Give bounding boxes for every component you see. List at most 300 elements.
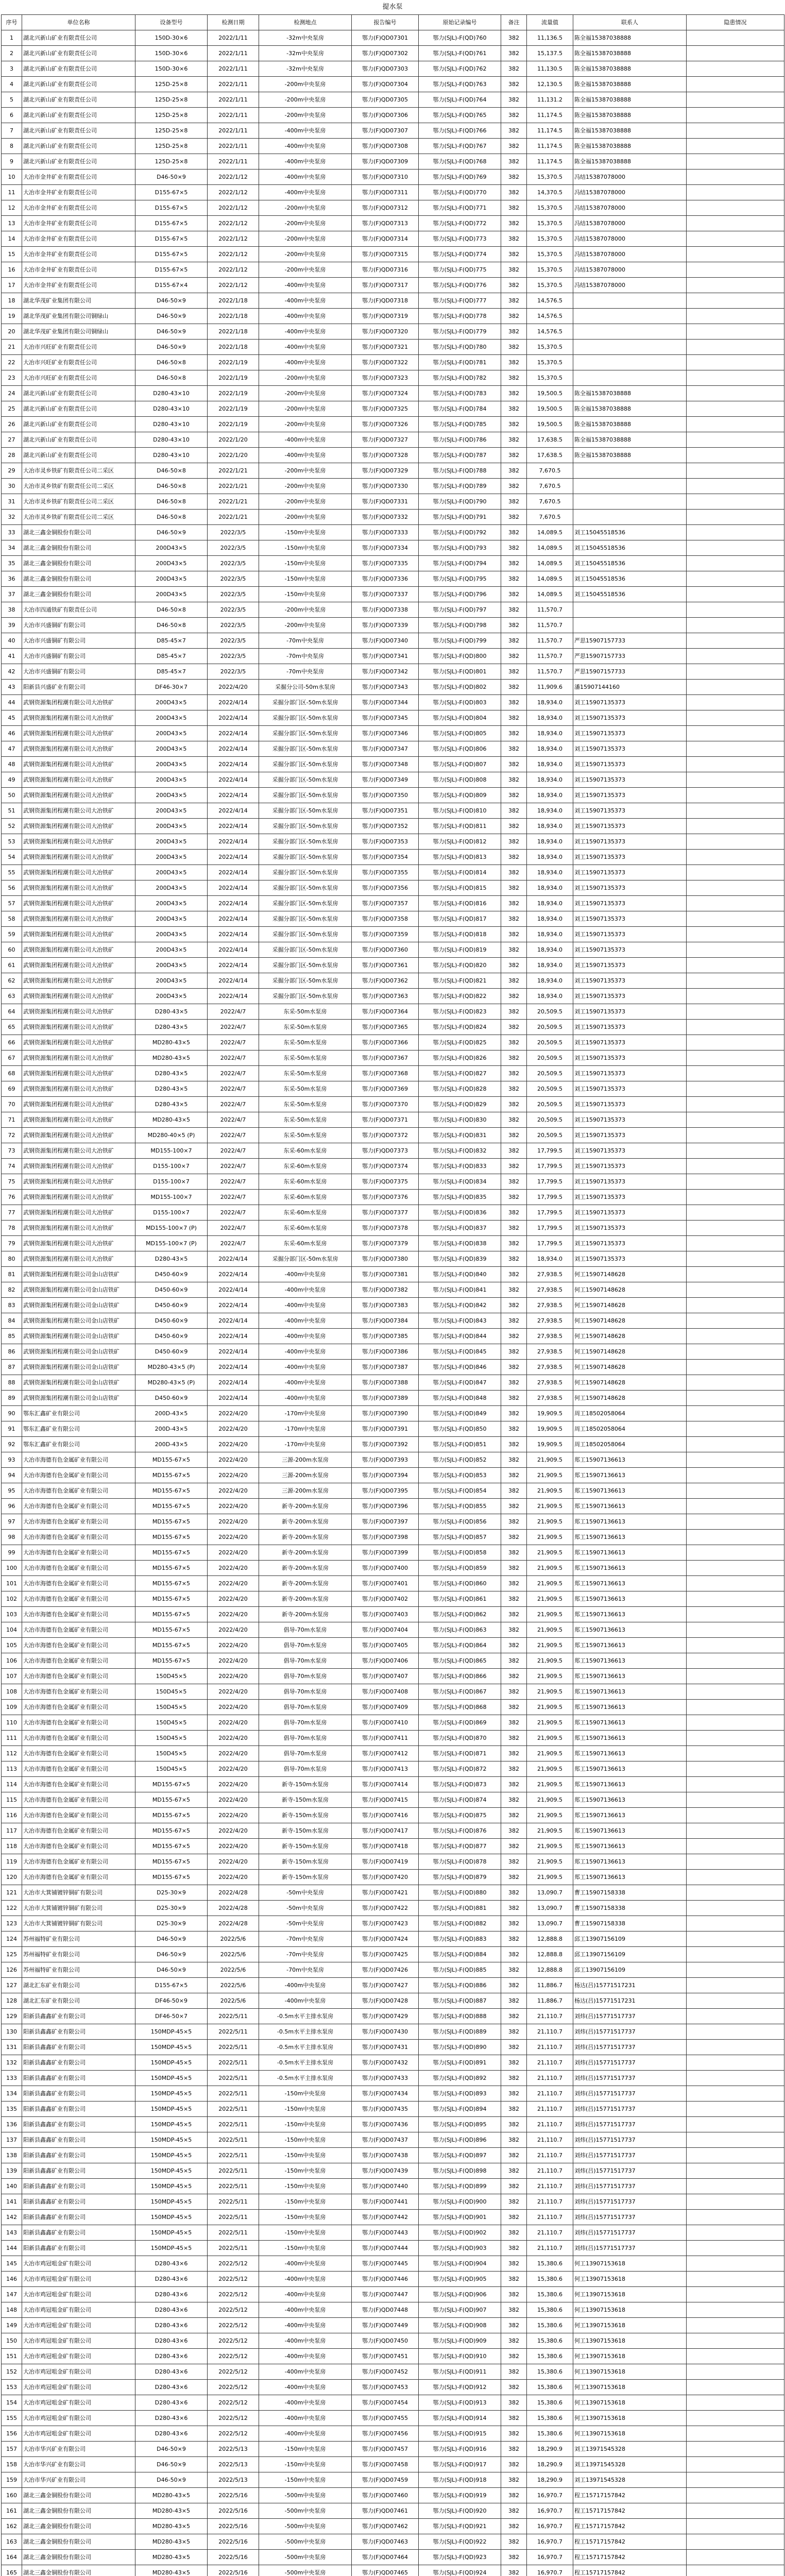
table-cell: 2022/5/12 [208,2426,259,2442]
table-cell: 154 [2,2395,22,2411]
table-cell: 382 [501,432,527,448]
table-cell: -400m中央泵房 [259,448,352,463]
table-row [2,1545,784,1561]
table-cell: 2022/4/14 [208,927,259,942]
table-cell: 382 [501,2040,527,2055]
table-cell: 鄂力(SJL)-F(QD)846 [419,1360,501,1375]
table-cell [687,695,784,710]
table-cell: 382 [501,2163,527,2179]
table-cell: 鄂力(SJL)-F(QD)844 [419,1329,501,1344]
table-cell: 105 [2,1638,22,1653]
table-cell [687,1870,784,1885]
table-row [2,1298,784,1313]
table-row [2,463,784,479]
table-cell: 鄂力(SJL)-F(QD)855 [419,1499,501,1514]
table-cell: -0.5m水平主排水泵房 [259,2071,352,2086]
table-cell: 200D43×5 [135,726,208,741]
table-cell: 134 [2,2086,22,2102]
table-cell: 武钢资源集团程潮有限公司大冶铁矿 [22,1020,135,1035]
table-cell: 2022/4/14 [208,1313,259,1329]
table-cell: 倡导-70m水泵房 [259,1653,352,1669]
table-cell: -400m中央泵房 [259,2272,352,2287]
table-cell: 164 [2,2550,22,2565]
table-row [2,30,784,46]
table-cell: 382 [501,772,527,788]
table-cell: 382 [501,1066,527,1081]
table-cell: 鄂力(F)QD07404 [352,1622,419,1638]
table-cell: 武钢资源集团程潮有限公司大冶铁矿 [22,819,135,834]
table-cell: 郑工15907136613 [573,1777,687,1792]
table-cell [687,726,784,741]
table-cell: 11,174.5 [527,123,573,139]
table-cell: 大冶市灵乡铁矿有限责任公司二采区 [22,479,135,494]
table-cell [687,30,784,46]
table-cell: 阳新县兴盛矿业有限公司 [22,680,135,695]
table-row [2,602,784,618]
table-cell: MD155-100×7 (P) [135,1236,208,1251]
table-cell: 鄂力(SJL)-F(QD)841 [419,1282,501,1298]
table-cell: 2022/5/11 [208,2194,259,2210]
table-cell: 新寺-200m水泵房 [259,1514,352,1530]
table-cell [687,973,784,989]
table-cell: 2022/5/16 [208,2534,259,2550]
table-cell: 3 [2,61,22,77]
table-cell: 2022/5/11 [208,2086,259,2102]
table-cell: 382 [501,1669,527,1684]
table-cell: 新寺-150m水泵房 [259,1870,352,1885]
table-cell: 鄂力(SJL)-F(QD)763 [419,77,501,92]
table-cell: 2022/4/7 [208,1174,259,1190]
table-cell [687,1004,784,1020]
table-cell: 刘工15045518536 [573,571,687,587]
table-cell: 2022/4/20 [208,1761,259,1777]
table-row [2,2442,784,2457]
table-cell: 2022/4/20 [208,1468,259,1483]
table-cell: 2022/5/11 [208,2132,259,2148]
table-cell: 382 [501,278,527,293]
table-cell: 382 [501,1035,527,1050]
table-cell: 382 [501,1839,527,1854]
table-cell [573,340,687,355]
table-cell: 鄂力(SJL)-F(QD)774 [419,247,501,262]
table-cell: 鄂力(SJL)-F(QD)883 [419,1931,501,1947]
table-cell: 61 [2,958,22,973]
table-cell: 2022/1/12 [208,247,259,262]
table-cell: 鄂力(F)QD07338 [352,602,419,618]
table-cell [687,231,784,247]
table-cell: -400m中央泵房 [259,139,352,154]
table-cell: -150m中央泵房 [259,2117,352,2132]
table-cell [687,788,784,803]
table-cell: 99 [2,1545,22,1561]
table-cell: 鄂力(SJL)-F(QD)824 [419,1020,501,1035]
table-cell: 20,509.5 [527,1128,573,1143]
table-cell: MD155-67×5 [135,1545,208,1561]
table-row [2,1823,784,1839]
table-row [2,556,784,571]
table-cell: 2022/1/19 [208,401,259,417]
table-cell: 382 [501,587,527,602]
table-cell: 144 [2,2241,22,2256]
table-cell: 大冶市华兴矿业有限公司 [22,2442,135,2457]
table-cell: 382 [501,896,527,911]
table-cell: 2022/1/18 [208,340,259,355]
table-cell: -500m中央泵房 [259,2565,352,2576]
table-cell [687,2071,784,2086]
table-row [2,2534,784,2550]
table-cell: 郑工15907136613 [573,1622,687,1638]
table-cell: 2022/3/5 [208,602,259,618]
table-cell: 382 [501,1050,527,1066]
table-row [2,649,784,664]
table-cell [687,1808,784,1823]
table-cell: 382 [501,1746,527,1761]
table-cell: 382 [501,1885,527,1901]
table-cell: MD155-67×5 [135,1808,208,1823]
table-cell: D280-43×6 [135,2395,208,2411]
table-cell: 2022/5/11 [208,2241,259,2256]
table-cell [687,2395,784,2411]
table-cell: 鄂力(F)QD07301 [352,30,419,46]
table-cell: 2022/5/6 [208,1993,259,2009]
table-cell: 武钢资源集团程潮有限公司大冶铁矿 [22,834,135,850]
table-cell: 14,576.5 [527,324,573,340]
table-row [2,1097,784,1112]
table-cell: 鄂力(F)QD07437 [352,2132,419,2148]
table-cell: 鄂力(F)QD07317 [352,278,419,293]
table-cell: 382 [501,1159,527,1174]
table-cell: 鄂力(SJL)-F(QD)827 [419,1066,501,1081]
table-cell: D280-43×6 [135,2411,208,2426]
table-cell: 2022/4/20 [208,1561,259,1576]
table-cell: -200m中央泵房 [259,216,352,231]
table-cell: 18,934.0 [527,1251,573,1267]
table-cell: 鄂力(SJL)-F(QD)766 [419,123,501,139]
table-cell: 鄂力(SJL)-F(QD)831 [419,1128,501,1143]
table-cell: 鄂力(F)QD07306 [352,108,419,123]
table-cell: 武钢资源集团程潮有限公司大冶铁矿 [22,1050,135,1066]
table-cell [687,1885,784,1901]
table-cell: 采掘分部门区-50m水泵房 [259,942,352,958]
table-cell: 20,509.5 [527,1112,573,1128]
table-cell: 34 [2,540,22,556]
table-cell: 13 [2,216,22,231]
table-cell: 382 [501,1653,527,1669]
table-cell: DF46-30×7 [135,680,208,695]
table-cell: 鄂力(SJL)-F(QD)791 [419,510,501,525]
table-cell: 鄂力(F)QD07393 [352,1452,419,1468]
table-cell: -0.5m水平主排水泵房 [259,2040,352,2055]
table-cell: 19,909.5 [527,1421,573,1437]
table-cell: 2022/4/7 [208,1112,259,1128]
table-cell: 138 [2,2148,22,2163]
table-cell: D46-50×9 [135,340,208,355]
table-cell [687,2349,784,2364]
table-cell: 18,934.0 [527,989,573,1004]
table-cell: 382 [501,2241,527,2256]
table-cell: MD155-67×5 [135,1561,208,1576]
table-cell [687,324,784,340]
table-cell: 382 [501,340,527,355]
table-row [2,2318,784,2333]
table-cell [687,309,784,324]
table-cell: MD155-67×5 [135,1622,208,1638]
table-cell: 15,370.5 [527,170,573,185]
table-row [2,154,784,170]
table-cell: 大冶市海德有色金属矿业有限公司 [22,1499,135,1514]
table-cell: 鄂力(SJL)-F(QD)834 [419,1174,501,1190]
table-cell: 20,509.5 [527,1004,573,1020]
table-cell: 鄂力(F)QD07378 [352,1221,419,1236]
table-cell: 郑工15907136613 [573,1808,687,1823]
table-cell: -400m中央泵房 [259,309,352,324]
table-cell [687,1251,784,1267]
table-row [2,2287,784,2302]
table-cell: 鄂力(F)QD07334 [352,540,419,556]
table-cell: 湖北兴新山矿业有限责任公司 [22,61,135,77]
table-cell: 鄂力(SJL)-F(QD)898 [419,2163,501,2179]
table-cell: -400m中央泵房 [259,432,352,448]
table-cell: 2022/4/20 [208,1530,259,1545]
table-cell: 鄂力(F)QD07448 [352,2302,419,2318]
table-cell: 刘炜(吕)15771517737 [573,2179,687,2194]
table-cell: 200D43×5 [135,958,208,973]
table-cell: 18,934.0 [527,911,573,927]
table-cell: 2022/1/19 [208,355,259,370]
table-cell: 71 [2,1112,22,1128]
table-cell: 15,380.6 [527,2380,573,2395]
table-cell: 382 [501,123,527,139]
table-row [2,819,784,834]
table-cell: MD280-43×5 [135,1035,208,1050]
table-cell: 鄂力(SJL)-F(QD)761 [419,46,501,61]
table-cell: 大冶市金井矿业有限责任公司 [22,170,135,185]
table-cell: MD280-43×5 [135,1112,208,1128]
table-cell: 2022/1/12 [208,170,259,185]
table-cell: 18,934.0 [527,927,573,942]
table-cell: 武钢资源集团程潮有限公司大冶铁矿 [22,911,135,927]
table-cell: 20,509.5 [527,1097,573,1112]
table-cell [687,1514,784,1530]
table-cell: 13,090.7 [527,1916,573,1931]
table-cell: 刘工15907135373 [573,927,687,942]
table-cell: 382 [501,92,527,108]
table-cell: 2022/4/14 [208,741,259,757]
table-cell: 阳新县鑫鑫矿业有限公司 [22,2055,135,2071]
table-row [2,958,784,973]
table-cell: 155 [2,2411,22,2426]
table-cell: 24 [2,386,22,401]
table-cell: 鄂力(F)QD07399 [352,1545,419,1561]
table-cell: 鄂力(SJL)-F(QD)784 [419,401,501,417]
table-cell: 15,380.6 [527,2349,573,2364]
table-cell: 鄂力(F)QD07314 [352,231,419,247]
table-cell: 何工13907153618 [573,2426,687,2442]
table-cell: 郑工15907136613 [573,1669,687,1684]
table-cell: 11,570.7 [527,649,573,664]
table-cell: 鄂力(SJL)-F(QD)852 [419,1452,501,1468]
table-cell: 阳新县鑫鑫矿业有限公司 [22,2071,135,2086]
table-cell: 鄂力(SJL)-F(QD)779 [419,324,501,340]
column-header: 单位名称 [22,15,135,30]
table-cell: 刘炜(吕)15771517737 [573,2148,687,2163]
table-cell: 2022/3/5 [208,571,259,587]
table-cell: D85-45×7 [135,633,208,649]
table-cell: MD280-43×5 [135,2534,208,2550]
table-cell: 200D43×5 [135,587,208,602]
table-cell [687,1174,784,1190]
table-cell: 鄂力(SJL)-F(QD)839 [419,1251,501,1267]
table-cell: 刘工15907135373 [573,850,687,865]
table-cell: 17,799.5 [527,1205,573,1221]
table-row [2,911,784,927]
table-cell: 2022/4/7 [208,1050,259,1066]
table-cell: 21,909.5 [527,1808,573,1823]
table-cell: 122 [2,1901,22,1916]
table-cell: 21 [2,340,22,355]
table-cell [687,587,784,602]
table-cell: 2022/5/12 [208,2380,259,2395]
table-cell: 32 [2,510,22,525]
table-cell [687,1931,784,1947]
table-cell: 21,909.5 [527,1700,573,1715]
table-cell: 150D45×5 [135,1669,208,1684]
table-cell: -500m中央泵房 [259,2503,352,2519]
table-cell: 武钢资源集团程潮有限公司大冶铁矿 [22,772,135,788]
table-cell: D46-50×9 [135,309,208,324]
table-cell: 刘工15907135373 [573,1251,687,1267]
table-cell: 382 [501,2102,527,2117]
table-cell: -400m中央泵房 [259,2287,352,2302]
table-cell: 郑工15907136613 [573,1839,687,1854]
table-cell: 郑工15907136613 [573,1530,687,1545]
table-cell: -500m中央泵房 [259,2534,352,2550]
table-cell: 鄂力(F)QD07360 [352,942,419,958]
table-row [2,710,784,726]
table-cell: 大冶市兴旺矿业有限责任公司 [22,355,135,370]
table-cell: 382 [501,1344,527,1360]
table-cell: 150MDP-45×5 [135,2163,208,2179]
table-cell: 鄂力(SJL)-F(QD)800 [419,649,501,664]
table-row [2,2148,784,2163]
table-row [2,2102,784,2117]
table-cell: 鄂力(SJL)-F(QD)856 [419,1514,501,1530]
table-cell: 11,131.2 [527,92,573,108]
table-cell: 129 [2,2009,22,2024]
table-cell: 湖北兴新山矿业有限责任公司 [22,77,135,92]
table-cell: 鄂力(F)QD07326 [352,417,419,432]
table-cell: D280-43×6 [135,2302,208,2318]
table-cell: 三源-200m水泵房 [259,1468,352,1483]
table-cell: 鄂力(F)QD07403 [352,1607,419,1622]
table-cell: 2022/5/12 [208,2272,259,2287]
table-cell: 200D43×5 [135,989,208,1004]
table-cell: 382 [501,2148,527,2163]
table-cell: 大冶市兴旺矿业有限责任公司 [22,340,135,355]
table-cell: -0.5m水平主排水泵房 [259,2024,352,2040]
table-cell: D46-50×8 [135,370,208,386]
table-cell: 采掘分部门区-50m水泵房 [259,880,352,896]
table-cell: 125D-25×8 [135,92,208,108]
table-cell: 阳新县鑫鑫矿业有限公司 [22,2132,135,2148]
table-cell: 382 [501,30,527,46]
table-cell: 49 [2,772,22,788]
table-cell: 382 [501,2488,527,2503]
table-cell: 382 [501,1020,527,1035]
table-cell: 鄂力(SJL)-F(QD)777 [419,293,501,309]
table-cell: 2022/4/14 [208,757,259,772]
table-cell [687,834,784,850]
table-cell [687,1483,784,1499]
table-cell: 采掘分部门区-50m水泵房 [259,927,352,942]
table-cell: 67 [2,1050,22,1066]
table-cell: 382 [501,1761,527,1777]
table-cell: 14,089.5 [527,540,573,556]
table-cell: 2022/1/12 [208,231,259,247]
table-row [2,1514,784,1530]
table-cell [687,2040,784,2055]
table-cell: 150MDP-45×5 [135,2210,208,2225]
table-cell: 湖北华茂矿业集团有限公司铜绿山 [22,309,135,324]
table-cell: 鄂力(SJL)-F(QD)876 [419,1823,501,1839]
table-cell: 鄂力(F)QD07355 [352,865,419,880]
table-row [2,1344,784,1360]
table-cell: -400m中央泵房 [259,1282,352,1298]
table-cell: 鄂力(SJL)-F(QD)871 [419,1746,501,1761]
table-cell: -500m中央泵房 [259,2550,352,2565]
table-cell [687,1236,784,1251]
table-cell: 42 [2,664,22,680]
table-cell: 冯结15387078000 [573,247,687,262]
table-cell: 湖北兴新山矿业有限责任公司 [22,123,135,139]
table-cell: 大冶市鸡冠咀金矿有限公司 [22,2364,135,2380]
table-cell [687,1190,784,1205]
table-row [2,664,784,680]
table-cell: 10 [2,170,22,185]
table-cell: 66 [2,1035,22,1050]
table-cell: 103 [2,1607,22,1622]
table-row [2,1066,784,1081]
table-row [2,370,784,386]
table-cell: 倡导-70m水泵房 [259,1761,352,1777]
table-cell: 湖北三鑫金铜股份有限公司 [22,540,135,556]
table-cell: 2022/5/12 [208,2364,259,2380]
table-cell: 鄂力(F)QD07386 [352,1344,419,1360]
table-cell [687,1375,784,1391]
table-cell: 382 [501,649,527,664]
table-cell: 11,130.5 [527,61,573,77]
table-cell: D155-67×5 [135,200,208,216]
table-cell: 鄂力(SJL)-F(QD)782 [419,370,501,386]
table-cell: 62 [2,973,22,989]
table-cell: D25-30×9 [135,1901,208,1916]
table-cell [687,2565,784,2576]
table-cell: -70m中央泵房 [259,1962,352,1978]
table-cell: -400m中央泵房 [259,1993,352,2009]
table-cell: 鄂力(SJL)-F(QD)773 [419,231,501,247]
table-cell: 郑工15907136613 [573,1468,687,1483]
table-cell: 200D43×5 [135,788,208,803]
table-cell: 采掘分部门区-50m水泵房 [259,973,352,989]
table-cell: 382 [501,1530,527,1545]
table-cell: 新寺-200m水泵房 [259,1545,352,1561]
table-cell: 2022/4/14 [208,880,259,896]
table-cell: 陈全福15387038888 [573,432,687,448]
table-row [2,1962,784,1978]
table-cell: 湖北三鑫金铜股份有限公司 [22,2534,135,2550]
table-cell: -200m中央泵房 [259,77,352,92]
table-cell: 东采-50m水泵房 [259,1081,352,1097]
